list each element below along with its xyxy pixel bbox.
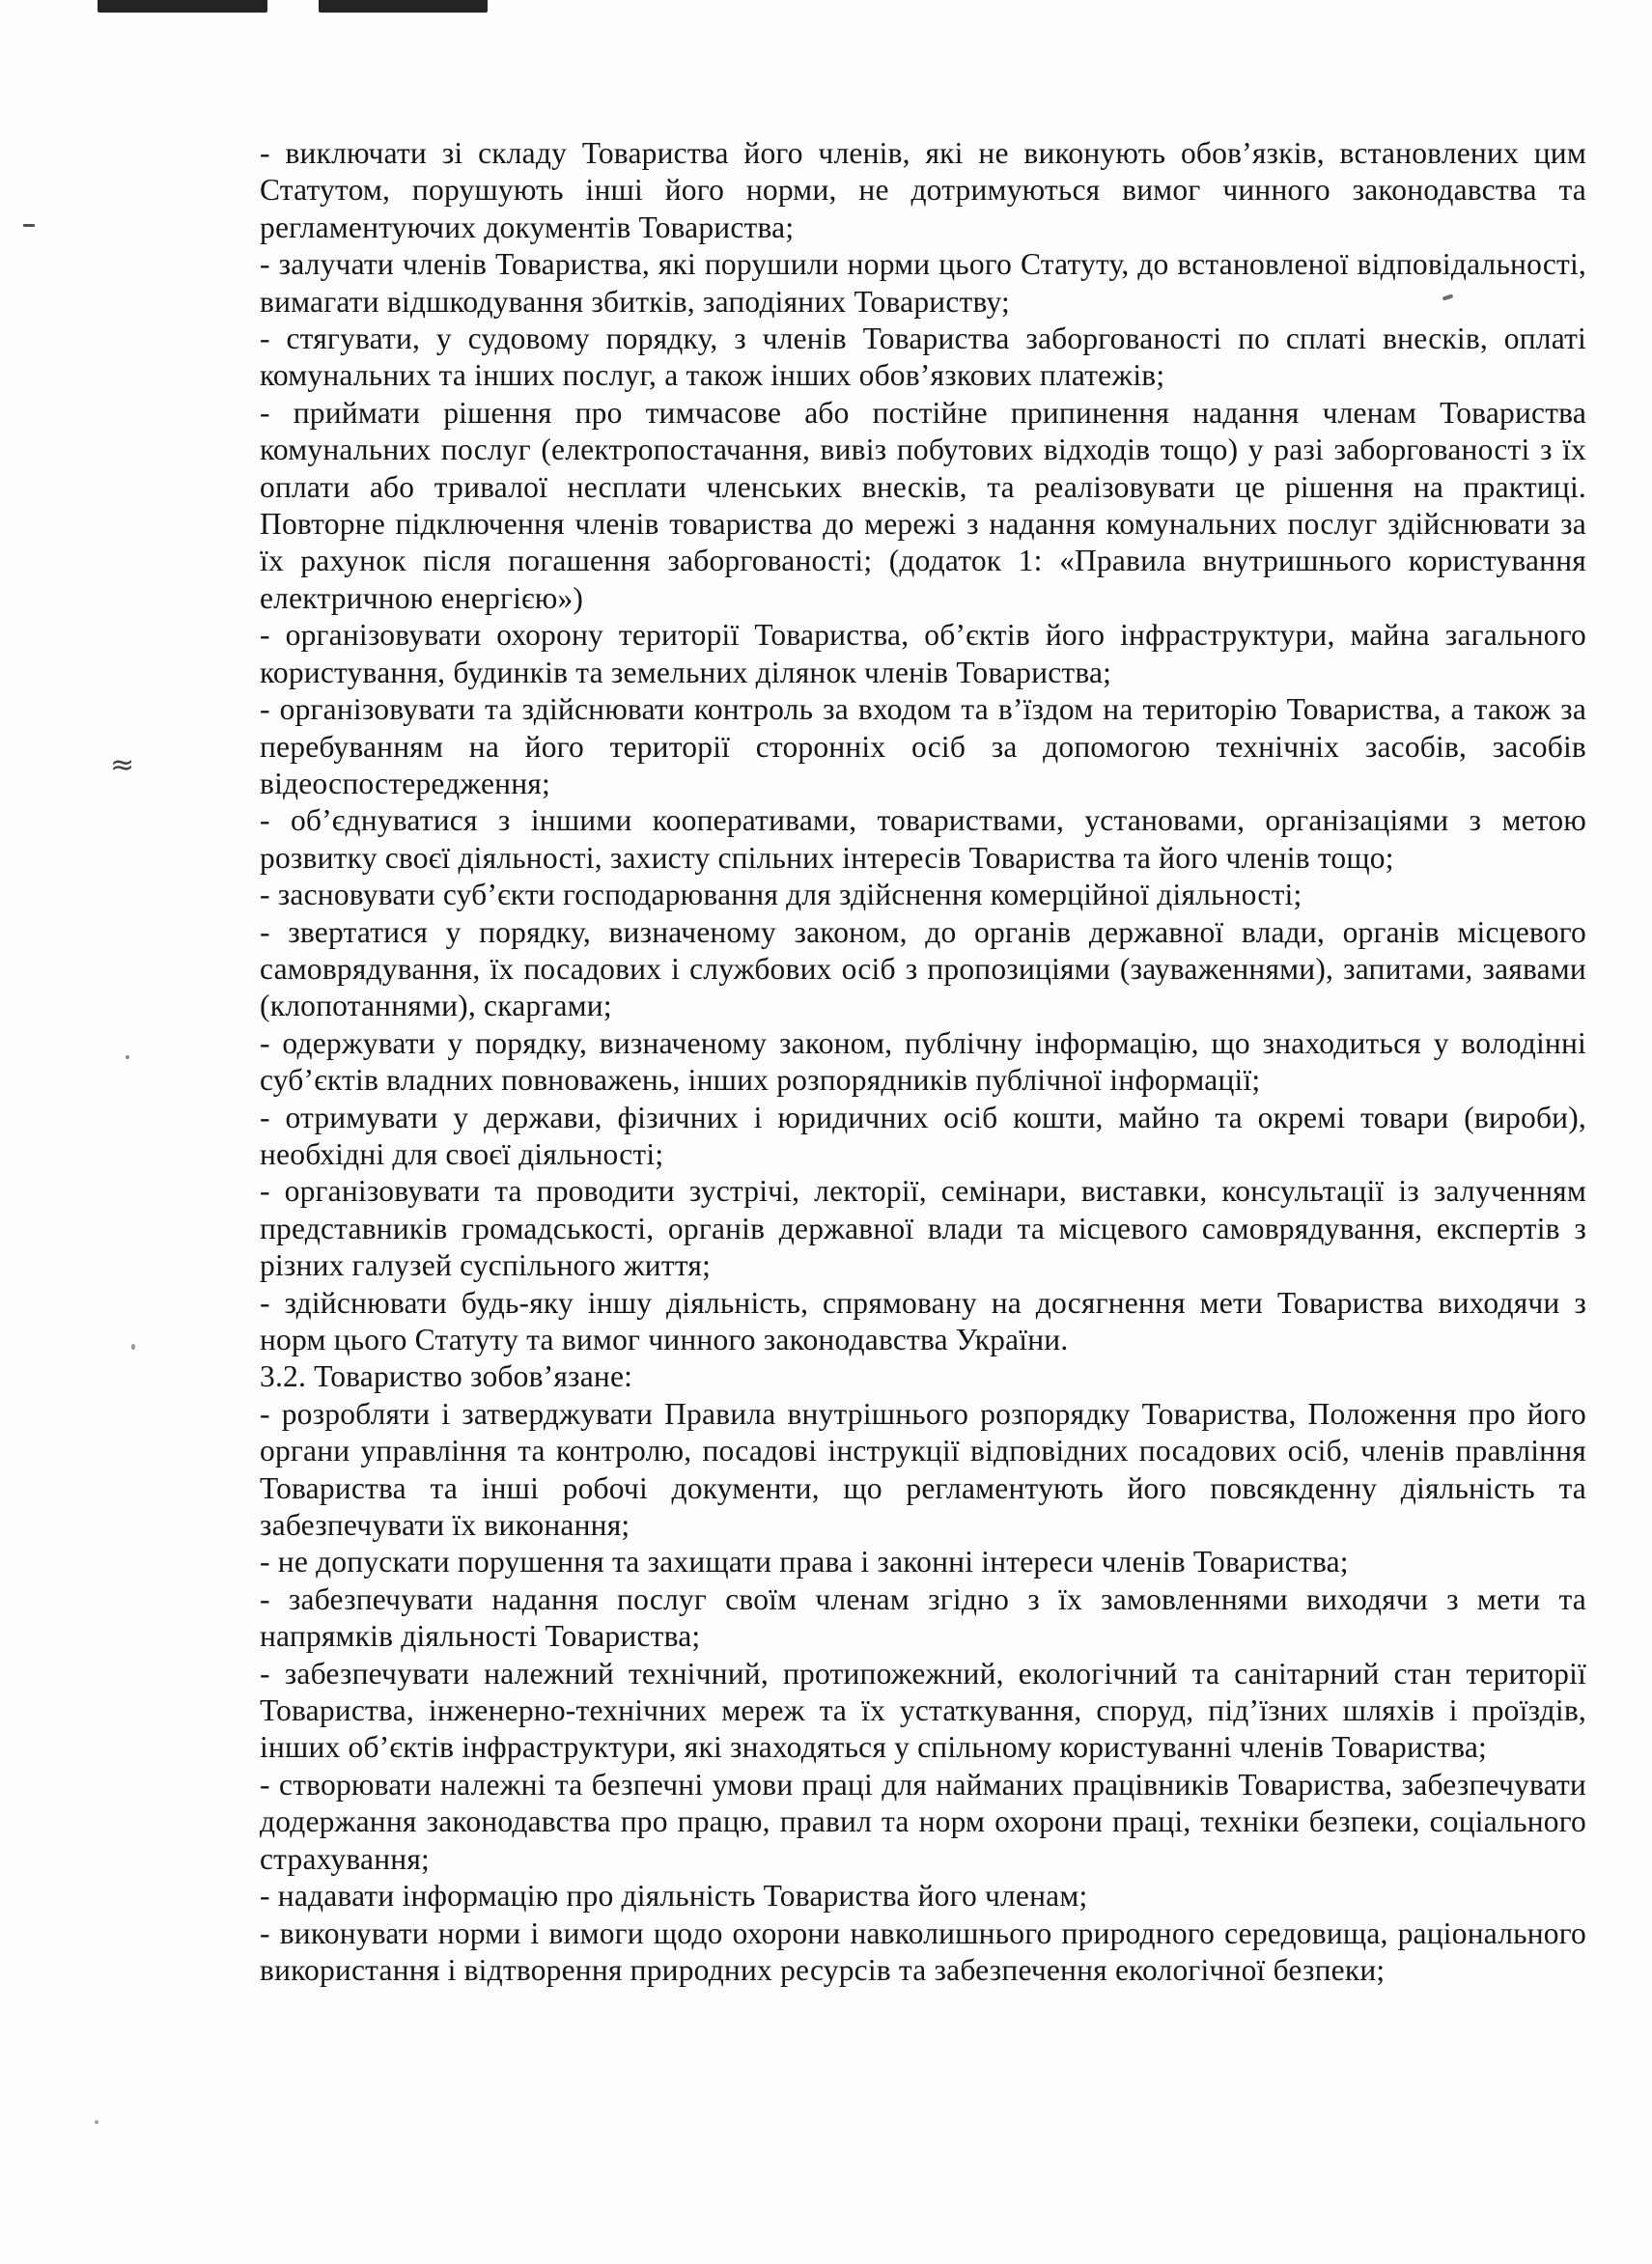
document-text [260, 135, 1586, 1989]
scan-artifact-mark [131, 1344, 135, 1350]
section-heading: 3.2. Товариство зобов’язане: [260, 1359, 633, 1394]
statute-item: - об’єднуватися з іншими кооперативами, товариствами, установами, організаціями з метою розвитку своєї діяльності, захисту спільних інтересів Товариства та його членів тощо; [260, 803, 1586, 875]
statute-item: - звертатися у порядку, визначеному законом, до органів державної влади, органів місцевого самоврядування, їх посадових і службових осіб з пропозиціями (зауваженнями), запитами, заявами (клопотаннями), скаргами; [260, 914, 1586, 1023]
statute-item: - забезпечувати належний технічний, протипожежний, екологічний та санітарний стан території Товариства, інженерно-технічних мереж та їх устаткування, споруд, під’їзних шляхів і проїздів, інших об’єктів інфраструктури, які знаходяться у спільному користуванні членів Товариства; [260, 1656, 1586, 1765]
statute-item: - здійснювати будь-яку іншу діяльність, спрямовану на досягнення мети Товариства виходячи з норм цього Статуту та вимог чинного законодавства України. [260, 1285, 1586, 1356]
scan-artifact-mark [95, 2120, 98, 2124]
statute-item: - приймати рішення про тимчасове або постійне припинення надання членам Товариства комунальних послуг (електропостачання, вивіз побутових відходів тощо) у разі заборгованості з їх оплати або тривалої несплати членських внесків, та реалізовувати це рішення на практиці. Повторне підключення членів товариства до мережі з надання комунальних послуг здійснювати за їх рахунок після погашення заборгованості; (додаток 1: «Правила внутришнього користування електричною енергією») [260, 395, 1586, 615]
scan-artifact-bar [319, 0, 488, 13]
statute-item: - стягувати, у судовому порядку, з членів Товариства заборгованості по сплаті внесків, оплаті комунальних та інших послуг, а також інших обов’язкових платежів; [260, 321, 1586, 393]
statute-item: - виконувати норми і вимоги щодо охорони навколишнього природного середовища, раціонального використання і відтворення природних ресурсів та забезпечення екологічної безпеки; [260, 1915, 1586, 1987]
statute-item: - надавати інформацію про діяльність Товариства його членам; [260, 1879, 1088, 1914]
scan-artifact-bar [98, 0, 267, 13]
statute-item: - засновувати суб’єкти господарювання для здійснення комерційної діяльності; [260, 878, 1302, 912]
scan-artifact-mark [23, 224, 35, 227]
statute-item: - створювати належні та безпечні умови праці для найманих працівників Товариства, забезпечувати додержання законодавства про працю, правил та норм охорони праці, техніки безпеки, соціального страхування; [260, 1767, 1586, 1876]
statute-item: - отримувати у держави, фізичних і юридичних осіб кошти, майно та окремі товари (вироби), необхідні для своєї діяльності; [260, 1100, 1586, 1171]
scan-artifact-mark [126, 1055, 129, 1059]
statute-item: - виключати зі складу Товариства його членів, які не виконують обов’язків, встановлених цим Статутом, порушують інші його норми, не дотримуються вимог чинного законодавства та регламентуючих документів Товариства; [260, 136, 1586, 244]
statute-item: - забезпечувати надання послуг своїм членам згідно з їх замовленнями виходячи з мети та напрямків діяльності Товариства; [260, 1581, 1586, 1654]
statute-item: - організовувати охорону території Товариства, об’єктів його інфраструктури, майна загального користування, будинків та земельних ділянок членів Товариства; [260, 618, 1586, 689]
statute-item: - одержувати у порядку, визначеному законом, публічну інформацію, що знаходиться у володінні суб’єктів владних повноважень, інших розпорядників публічної інформації; [260, 1025, 1586, 1098]
scan-artifact-mark: ≈ [110, 748, 135, 782]
statute-item: - організовувати та здійснювати контроль за входом та в’їздом на територію Товариства, а також за перебуванням на його території сторонніх осіб за допомогою технічніх засобів, засобів відеоспостередження; [260, 692, 1586, 800]
statute-item: - організовувати та проводити зустрічі, лекторії, семінари, виставки, консультації із залученням представників громадськості, органів державної влади та місцевого самоврядування, експертів з різних галузей суспільного життя; [260, 1174, 1586, 1283]
statute-item: - розробляти і затверджувати Правила внутрішнього розпорядку Товариства, Положення про його органи управління та контролю, посадові інструкції відповідних посадових осіб, членів правління Товариства та інші робочі документи, що регламентують його повсякденну діяльність та забезпечувати їх виконання; [260, 1396, 1586, 1543]
statute-item: - залучати членів Товариства, які порушили норми цього Статуту, до встановленої відповідальності, вимагати відшкодування збитків, заподіяних Товариству; [260, 247, 1586, 319]
statute-item: - не допускати порушення та захищати права і законні інтереси членів Товариства; [260, 1545, 1349, 1579]
